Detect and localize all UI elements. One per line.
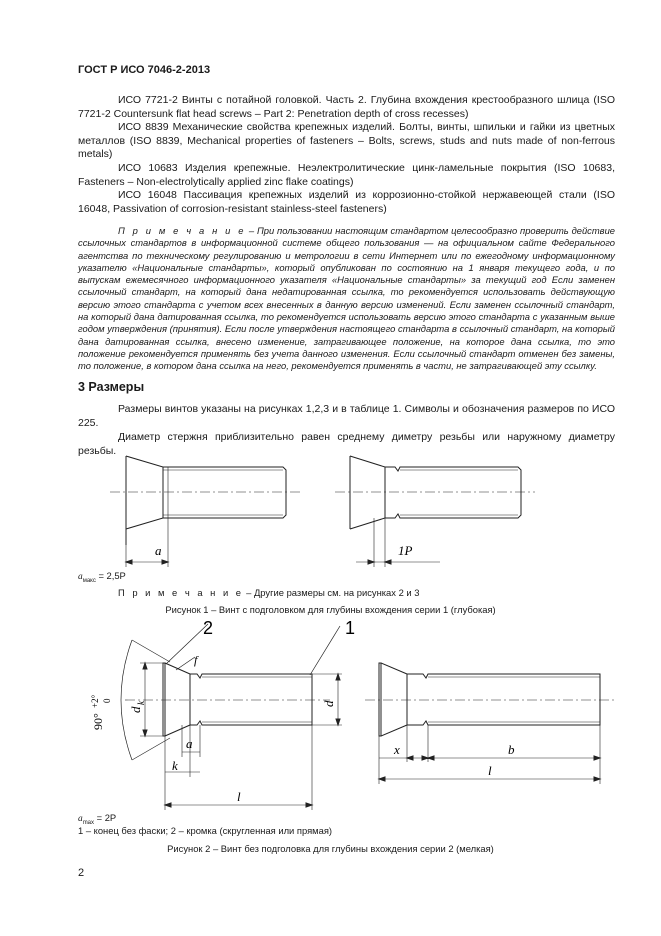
figure2-formula: $a_{max} = 2P$	[78, 812, 117, 826]
figure1-drawing	[0, 445, 661, 570]
reference-iso-8839: ИСО 8839 Механические свойства крепежных изделий. Болты, винты, шпильки и гайки из цветных металлов (ISO 8839, Mechanical properties of fasteners – Bolts, screws, studs and nuts made of non-ferrous metals)	[78, 121, 615, 161]
figure2-callout-1: 1	[345, 618, 356, 638]
figure2-label-k: k	[172, 758, 178, 773]
note-label: П р и м е ч а н и е	[118, 225, 246, 236]
note-text: – При пользовании настоящим стандартом целесообразно проверить действие ссылочных стандартов в информационной системе общего пользования — на официальном сайте Федерального агентства по техническому регулированию и метрологии в сети Интернет или по ежегодному информационному указателю «Национальные стандарты», который опубликован по состоянию на 1 января текущего года, и по выпускам ежемесячного информационного указателя «Национальные стандарты» за текущий год Если заменен ссылочный стандарт, на который дана недатированная ссылка, то рекомендуется использовать действующую версию этого стандарта с учетом всех внесенных в данную версию изменений. Если заменен ссылочный стандарт, на который дана датированная ссылка, то рекомендуется использовать версию этого стандарта с указанным выше годом утверждения (принятия). Если после утверждения настоящего стандарта в ссылочный стандарт, на который дана датированная ссылка, внесено изменение, затрагивающее положение, на которое дана ссылка, то это положение рекомендуется применять без учета данного изменения. Если ссылочный стандарт отменен без замены, то положение, в котором дана ссылка на него, рекомендуется применять в части, не затрагивающей эту ссылку.	[78, 225, 616, 372]
svg-text:d: d	[128, 706, 143, 713]
figure2-label-a: a	[186, 736, 193, 751]
page-number: 2	[78, 867, 85, 879]
document-header: ГОСТ Р ИСО 7046-2-2013	[78, 64, 211, 76]
figure2-label-dk	[128, 700, 146, 713]
figure2-drawing	[0, 612, 661, 822]
figure2-angle-label	[90, 694, 112, 730]
svg-text:+2°: +2°	[90, 694, 100, 708]
figure2-label-l2: l	[488, 763, 492, 778]
reference-iso-10683: ИСО 10683 Изделия крепежные. Неэлектролитические цинк-ламельные покрытия (ISO 10683, Fasteners – Non-electrolytically applied zinc flake coatings)	[78, 162, 615, 188]
figure2-label-f: f	[194, 653, 198, 667]
figure1-label-1p: 1P	[398, 543, 413, 558]
note-referenced-standards	[78, 225, 615, 373]
figure2-label-b: b	[508, 742, 515, 757]
reference-iso-7721-2: ИСО 7721-2 Винты с потайной головкой. Часть 2. Глубина вхождения крестообразного шлица (ISO 7721-2 Countersunk flat head screws – Part 2: Penetration depth of cross recesses)	[78, 94, 615, 120]
figure1-screw-deep	[110, 456, 300, 567]
svg-text:k: k	[136, 701, 146, 705]
diameter-paragraph: Диаметр стержня приблизительно равен среднему диметру резьбы или наружному диаметру резьбы.	[78, 431, 615, 457]
figure2-callout-2: 2	[203, 618, 214, 638]
figure2-label-x: x	[394, 742, 400, 757]
figure1-formula: $a_{макс} = 2,5P$	[78, 570, 126, 584]
reference-iso-16048: ИСО 16048 Пассивация крепежных изделий из коррозионно-стойкой нержавеющей стали (ISO 16048, Passivation of corrosion-resistant stainless-steel fasteners)	[78, 189, 615, 215]
figure2-legend: 1 – конец без фаски; 2 – кромка (скругленная или прямая)	[78, 825, 333, 836]
figure2-screw-left	[121, 624, 342, 810]
figure1-screw-shallow	[335, 456, 535, 567]
section-title: 3 Размеры	[78, 380, 145, 394]
figure2-label-d: d	[321, 700, 336, 707]
svg-text:0: 0	[102, 698, 112, 703]
dimensions-paragraph: Размеры винтов указаны на рисунках 1,2,3 и в таблице 1. Символы и обозначения размеров по ИСО 225.	[78, 403, 615, 429]
svg-text:90°: 90°	[91, 713, 105, 730]
figure1-note: П р и м е ч а н и е – Другие размеры см. на рисунках 2 и 3	[118, 587, 420, 598]
figure1-label-a: a	[155, 543, 162, 558]
figure2-caption: Рисунок 2 – Винт без подголовка для глубины вхождения серии 2 (мелкая)	[167, 843, 494, 854]
figure1-caption: Рисунок 1 – Винт с подголовком для глубины вхождения серии 1 (глубокая)	[165, 604, 496, 615]
figure2-label-l: l	[237, 789, 241, 804]
